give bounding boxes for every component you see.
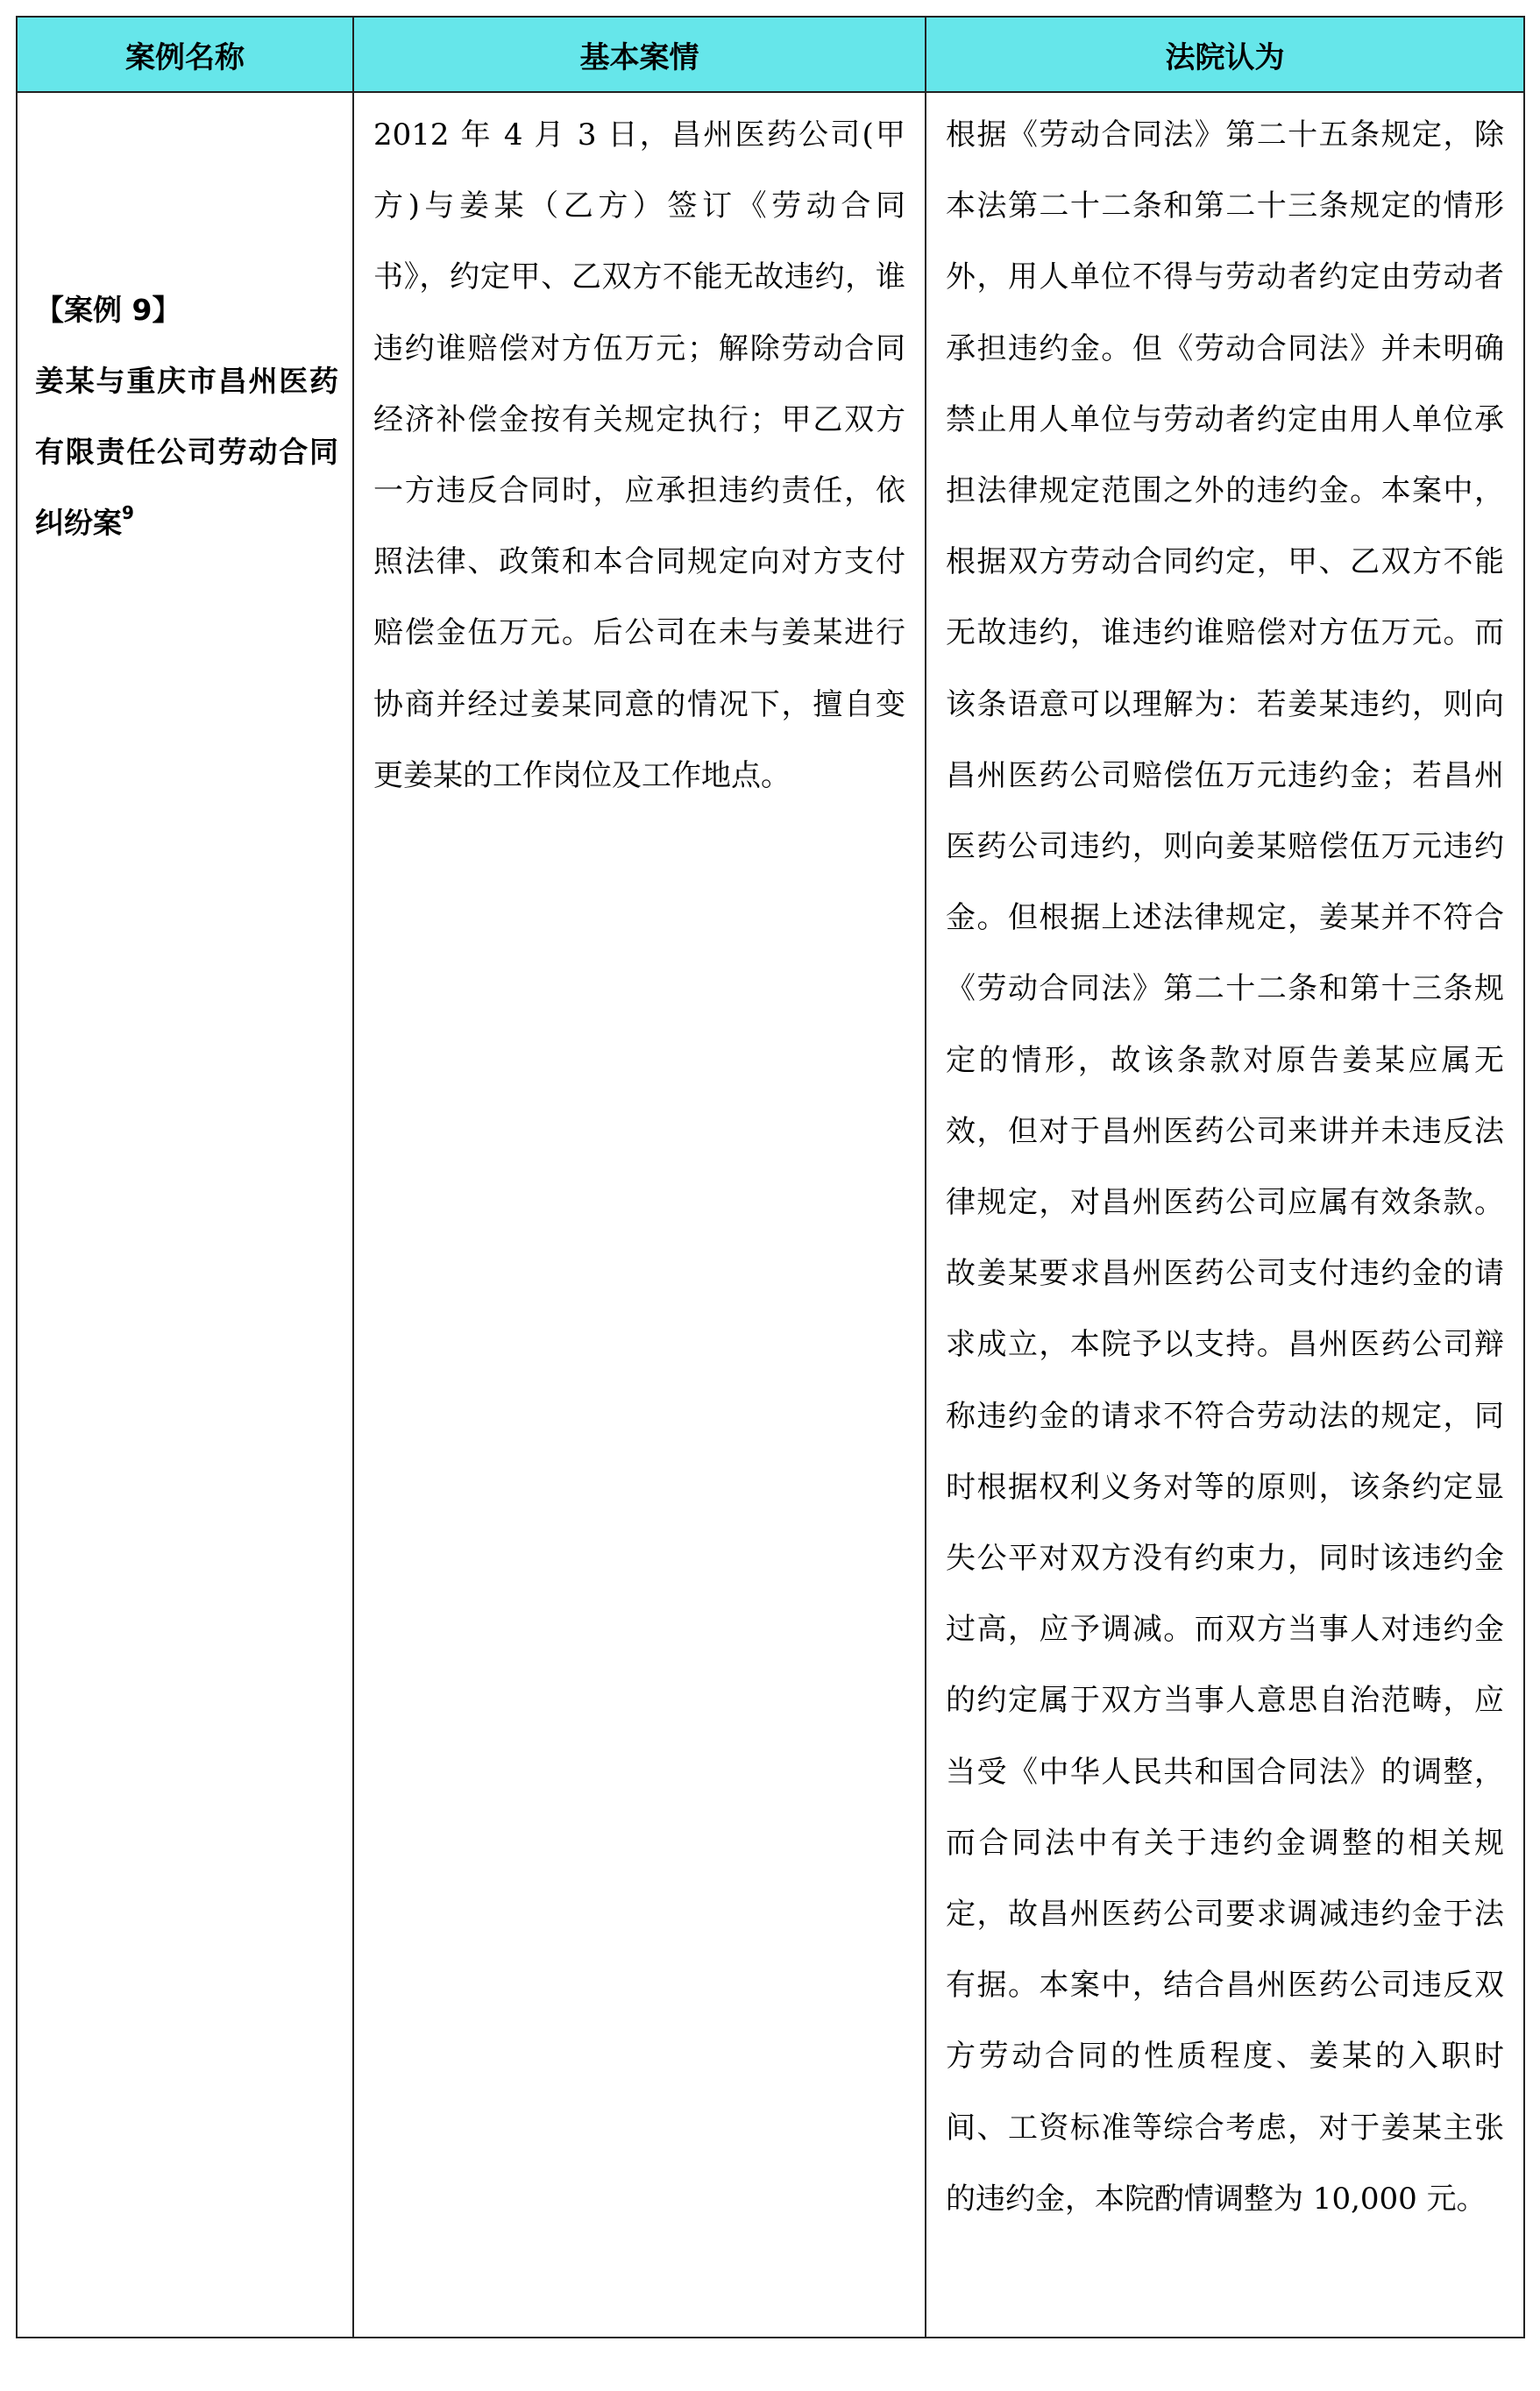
case-name: [18, 93, 352, 558]
case-label: 【案例 9】: [35, 293, 181, 327]
court-opinion-text: 根据《劳动合同法》第二十五条规定，除本法第二十二条和第二十三条规定的情形外，用人单位不得与劳动者约定由劳动者承担违约金。但《劳动合同法》并未明确禁止用人单位与劳动者约定由用人单位承担法律规定范围之外的违约金。本案中，根据双方劳动合同约定，甲、乙双方不能无故违约，谁违约谁赔偿对方伍万元。而该条语意可以理解为：若姜某违约，则向昌州医药公司赔偿伍万元违约金；若昌州医药公司违约，则向姜某赔偿伍万元违约金。但根据上述法律规定，姜某并不符合《劳动合同法》第二十二条和第十三条规定的情形，故该条款对原告姜某应属无效，但对于昌州医药公司来讲并未违反法律规定，对昌州医药公司应属有效条款。故姜某要求昌州医药公司支付违约金的请求成立，本院予以支持。昌州医药公司辩称违约金的请求不符合劳动法的规定，同时根据权利义务对等的原则，该条约定显失公平对双方没有约束力，同时该违约金过高，应予调减。而双方当事人对违约金的约定属于双方当事人意思自治范畴，应当受《中华人民共和国合同法》的调整，而合同法中有关于违约金调整的相关规定，故昌州医药公司要求调减违约金于法有据。本案中，结合昌州医药公司违反双方劳动合同的性质程度、姜某的入职时间、工资标准等综合考虑，对于姜某主张的违约金，本院酌情调整为 10,000 元。: [946, 117, 1504, 2217]
header-court-opinion: 法院认为: [926, 17, 1524, 92]
case-title: 姜某与重庆市昌州医药有限责任公司劳动合同纠纷案: [35, 364, 338, 540]
table-body: [17, 92, 1524, 2338]
table-header: [17, 17, 1524, 92]
basic-facts-cell: [353, 92, 926, 2338]
footnote-marker: 9: [122, 502, 134, 523]
case-table: [16, 16, 1525, 2338]
case-name-cell: [17, 92, 353, 2338]
header-case-name: 案例名称: [17, 17, 353, 92]
court-opinion-cell: [926, 92, 1524, 2338]
header-basic-facts: 基本案情: [353, 17, 926, 92]
header-row: [17, 17, 1524, 92]
basic-facts-text: 2012 年 4 月 3 日，昌州医药公司(甲方)与姜某（乙方）签订《劳动合同书》，约定甲、乙双方不能无故违约，谁违约谁赔偿对方伍万元；解除劳动合同经济补偿金按有关规定执行；甲乙双方一方违反合同时，应承担违约责任，依照法律、政策和本合同规定向对方支付赔偿金伍万元。后公司在未与姜某进行协商并经过姜某同意的情况下，擅自变更姜某的工作岗位及工作地点。: [373, 117, 905, 793]
table-row: [17, 92, 1524, 2338]
